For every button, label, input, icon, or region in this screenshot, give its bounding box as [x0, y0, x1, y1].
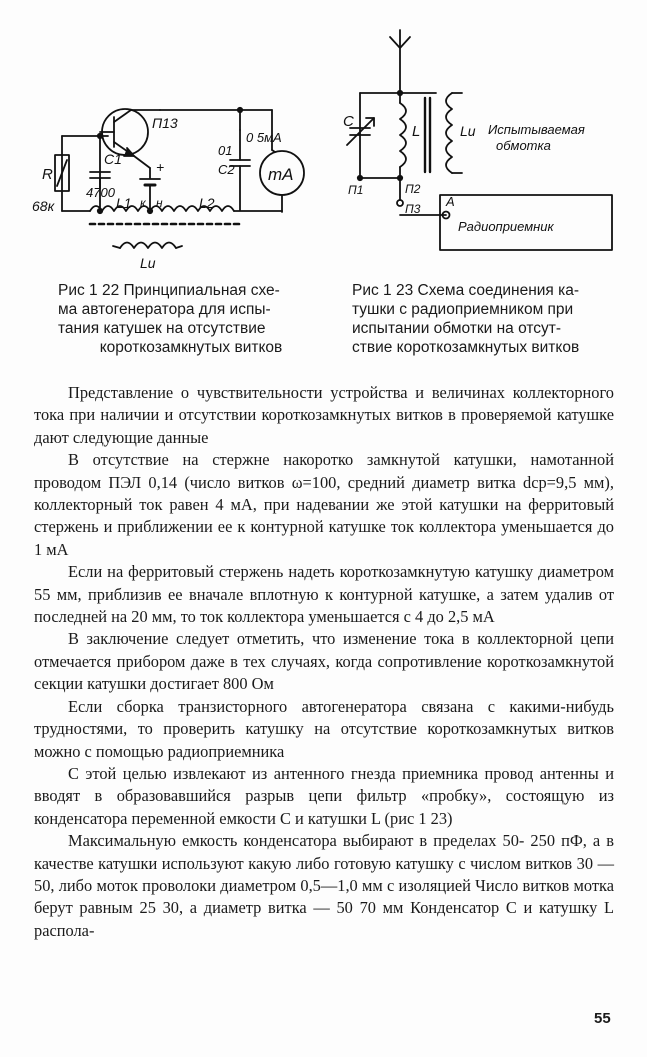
label-c2-value: 01 — [218, 143, 233, 158]
figures — [0, 0, 647, 275]
paragraph: Если на ферритовый стержень надеть короткозамкнутую катушку диаметром 55 мм, приблизив ее вначале вплотную к контурной катушке, а затем удалив от последней на 20 мм, то ток коллектора уменьшается с 4 до 2,5 мА — [34, 562, 614, 627]
label-p1: П1 — [348, 183, 364, 197]
paragraph: Представление о чувствительности устройства и величинах коллекторного тока при наличии и отсутствии короткозамкнутых витков в проверяемой катушке дают следующие данные — [34, 383, 614, 447]
label-p2: П2 — [405, 182, 421, 196]
paragraph: В отсутствие на стержне накоротко замкнутой катушки, намотанной проводом ПЭЛ 0,14 (число витков ω=100, средний диаметр витка dср=9,5 мм), коллекторный ток равен 4 мА, при надевании же этой катушки на ферритовый стержень и приближении ее к контурной катушке ток коллектора уменьшается до 1 мА — [34, 450, 614, 559]
label-meter: mA — [268, 165, 294, 184]
label-r-name: R — [42, 166, 53, 183]
caption-right-line-4: ствие короткозамкнутых витков — [352, 339, 580, 356]
label-c1-value: 4700 — [86, 185, 115, 200]
label-plus: + — [156, 159, 165, 175]
label-test-winding-1: Испытываемая — [488, 122, 585, 137]
circuit-diagrams — [0, 0, 647, 275]
caption-left-line-1: Рис 1 22 Принципиальная схе- — [58, 282, 280, 299]
label-p3: П3 — [405, 202, 421, 216]
label-c1-name: C1 — [104, 151, 122, 167]
label-r-value: 68к — [32, 198, 55, 214]
label-a: A — [446, 194, 455, 209]
caption-right-line-3: испытании обмотки на отсут- — [352, 320, 562, 337]
caption-left-line-2: ма автогенератора для испы- — [58, 301, 271, 318]
figure-1-23-caption — [352, 281, 614, 357]
label-li-right: Lи — [460, 123, 476, 139]
label-l: L — [412, 123, 421, 140]
caption-right-line-1: Рис 1 23 Схема соединения ка- — [352, 282, 580, 299]
caption-right-line-2: тушки с радиоприемником при — [352, 301, 574, 318]
label-test-winding-2: обмотка — [496, 138, 551, 153]
paragraph: Если сборка транзисторного автогенератора связана с какими-нибудь трудностями, то проверить катушку на отсутствие короткозамкнутых витков можно с помощью радиоприемника — [34, 696, 614, 761]
page-number: 55 — [594, 1010, 611, 1027]
label-transistor: П13 — [152, 115, 178, 131]
figure-1-22-schematic — [55, 108, 304, 248]
paragraph: В заключение следует отметить, что изменение тока в коллекторной цепи отмечается прибором даже в тех случаях, когда сопротивление короткозамкнутой секции катушки достигает 800 Ом — [34, 629, 614, 694]
label-c: C — [343, 113, 354, 130]
caption-left-line-3: тания катушек на отсутствие — [58, 320, 266, 337]
body-text — [34, 382, 614, 942]
caption-left-line-4: короткозамкнутых витков — [99, 339, 283, 356]
label-tap-n: н — [156, 196, 163, 210]
label-meter-range: 0 5мА — [246, 130, 282, 145]
label-c2-name: C2 — [218, 162, 235, 177]
figure-1-23-schematic — [347, 30, 612, 250]
paragraph: С этой целью извлекают из антенного гнезда приемника провод антенны и вводят в образовавшийся разрыв цепи фильтр «пробку», состоящую из конденсатора переменной емкости С и катушки L (рис 1 23) — [34, 763, 614, 828]
figure-1-23-labels — [343, 113, 585, 234]
figure-1-22-caption — [58, 281, 324, 357]
label-receiver: Радиоприемник — [458, 219, 554, 234]
label-l1: L1 — [116, 195, 132, 211]
paragraph: Максимальную емкость конденсатора выбирают в пределах 50- 250 пФ, а в качестве катушки используют какую либо готовую катушку с числом витков 30 — 50, либо моток проволоки диаметром 0,5—1,0 мм с изоляцией Число витков мотка берут равным 25 30, а диаметр витка — 50 70 мм Конденсатор С и катушку L распола- — [34, 831, 614, 940]
label-tap-k: к — [140, 196, 146, 210]
label-l2: L2 — [199, 195, 215, 211]
label-li-left: Lи — [140, 255, 156, 271]
